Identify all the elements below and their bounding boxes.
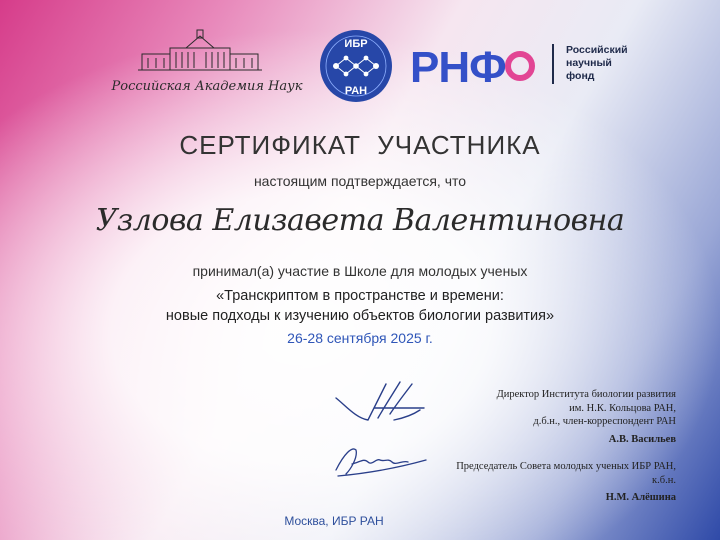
director-signature-block xyxy=(497,388,676,446)
director-title-line-2: им. Н.К. Кольцова РАН, xyxy=(569,402,676,414)
participation-text: принимал(а) участие в Школе для молодых ученых xyxy=(192,263,528,279)
footer-location: Москва, ИБР РАН xyxy=(284,514,384,528)
ibr-ran-logo xyxy=(318,28,394,104)
ibr-logo-top-text: ИБР xyxy=(344,38,368,50)
school-title xyxy=(0,286,720,326)
rnf-caption xyxy=(566,44,628,83)
rnf-logo-mark: РНФ xyxy=(410,43,506,90)
rnf-logo xyxy=(410,40,550,90)
recipient-name: Узлова Елизавета Валентиновна xyxy=(95,203,625,238)
rnf-separator xyxy=(552,44,554,84)
ran-logo-text: Российская Академия Наук xyxy=(111,79,303,94)
rnf-caption-line-3: фонд xyxy=(566,70,595,82)
council-signature-block xyxy=(456,460,676,505)
council-signature xyxy=(330,440,430,482)
school-title-line-2: новые подходы к изучению объектов биологии развития» xyxy=(165,308,555,324)
director-signature xyxy=(334,378,446,428)
director-title-line-1: Директор Института биологии развития xyxy=(496,389,676,400)
director-title-line-3: д.б.н., член-корреспондент РАН xyxy=(533,416,676,427)
council-title-line-2: к.б.н. xyxy=(652,474,676,486)
ibr-logo-bottom-text: РАН xyxy=(344,85,368,97)
council-name: Н.М. Алёшина xyxy=(605,492,676,503)
rnf-caption-line-2: научный xyxy=(566,57,612,69)
event-dates: 26-28 сентября 2025 г. xyxy=(287,330,433,346)
ran-building-logo xyxy=(104,26,310,98)
council-title-line-1: Председатель Совета молодых ученых ИБР РАН, xyxy=(456,461,676,472)
school-title-line-1: «Транскриптом в пространстве и времени: xyxy=(216,288,504,304)
rnf-caption-line-1: Российский xyxy=(566,44,628,56)
director-name: А.В. Васильев xyxy=(608,433,676,445)
certificate-title: СЕРТИФИКАТ УЧАСТНИКА xyxy=(179,130,541,160)
certificate-subtitle: настоящим подтверждается, что xyxy=(253,173,467,189)
